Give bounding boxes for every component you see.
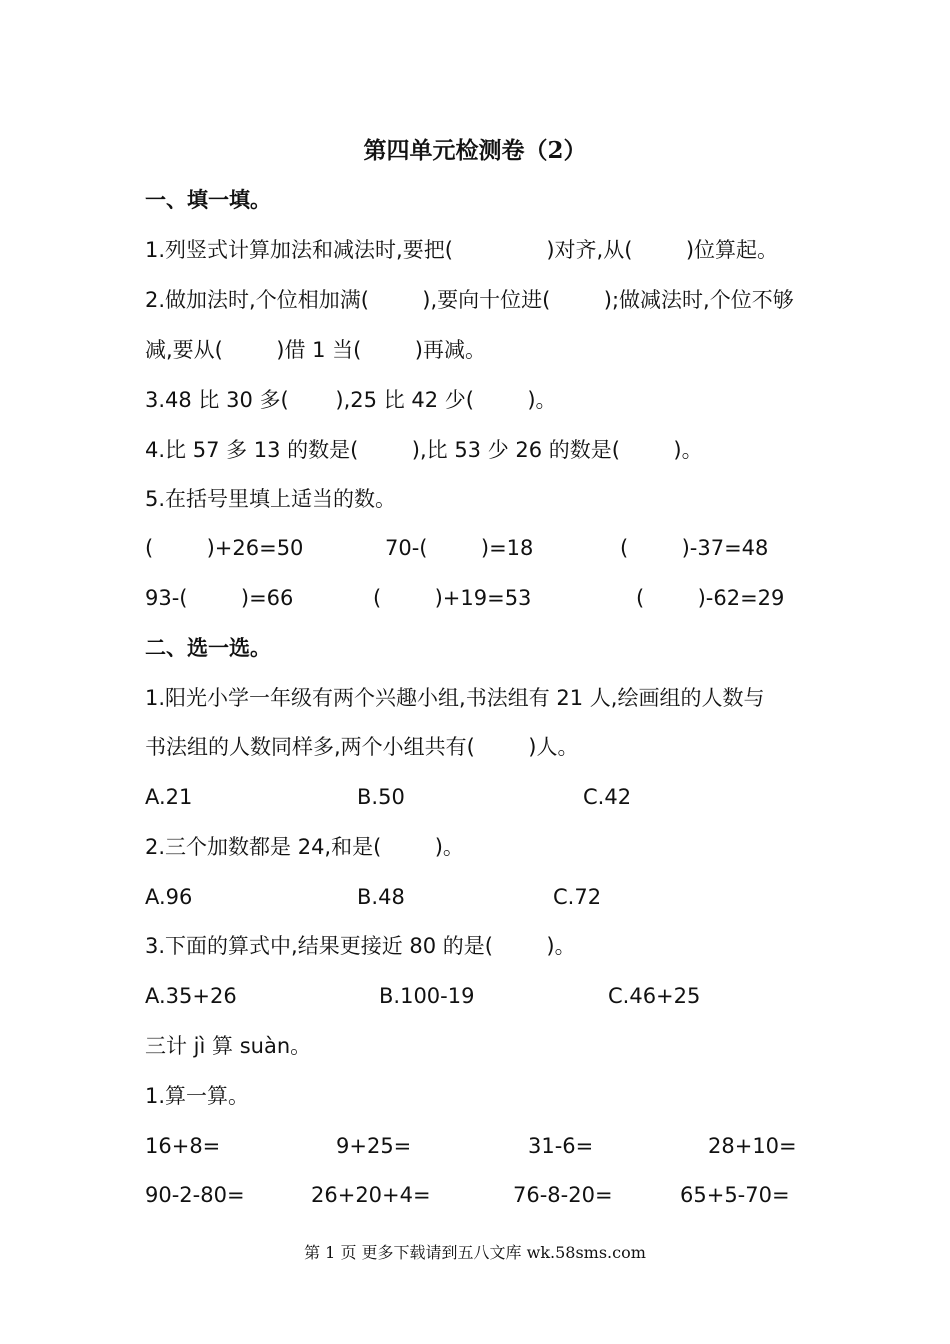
question-1-2-line2: 减,要从( )借 1 当( )再减。	[145, 338, 486, 362]
fill-equation: 93-( )=66	[145, 586, 294, 610]
page-footer: 第 1 页 更多下载请到五八文库 wk.58sms.com	[304, 1243, 646, 1262]
option-b: B.50	[357, 785, 405, 809]
question-1-4: 4.比 57 多 13 的数是( ),比 53 少 26 的数是( )。	[145, 438, 703, 462]
option-c: C.72	[553, 885, 602, 909]
fill-equation: ( )+26=50	[145, 536, 304, 560]
calc-item: 28+10=	[708, 1134, 797, 1158]
section-1-heading: 一、填一填。	[145, 187, 271, 212]
calc-item: 9+25=	[336, 1134, 412, 1158]
option-a: A.35+26	[145, 984, 237, 1008]
calc-item: 90-2-80=	[145, 1183, 245, 1207]
question-1-3: 3.48 比 30 多( ),25 比 42 少( )。	[145, 388, 557, 412]
question-2-1-line1: 1.阳光小学一年级有两个兴趣小组,书法组有 21 人,绘画组的人数与	[145, 686, 765, 710]
calc-item: 26+20+4=	[311, 1183, 431, 1207]
fill-equation: ( )-62=29	[636, 586, 785, 610]
question-1-5: 5.在括号里填上适当的数。	[145, 487, 397, 511]
question-3-1: 1.算一算。	[145, 1084, 250, 1108]
page-title: 第四单元检测卷（2）	[363, 137, 587, 164]
question-1-1: 1.列竖式计算加法和减法时,要把( )对齐,从( )位算起。	[145, 238, 779, 262]
question-1-2-line1: 2.做加法时,个位相加满( ),要向十位进( );做减法时,个位不够	[145, 288, 794, 312]
question-2-3: 3.下面的算式中,结果更接近 80 的是( )。	[145, 934, 576, 958]
fill-equation: ( )+19=53	[373, 586, 532, 610]
fill-equation: ( )-37=48	[620, 536, 769, 560]
option-b: B.100-19	[379, 984, 475, 1008]
option-b: B.48	[357, 885, 405, 909]
fill-equation: 70-( )=18	[385, 536, 534, 560]
question-2-2: 2.三个加数都是 24,和是( )。	[145, 835, 464, 859]
option-c: C.42	[583, 785, 632, 809]
calc-item: 16+8=	[145, 1134, 221, 1158]
section-3-heading: 三计 jì 算 suàn。	[145, 1034, 312, 1058]
calc-item: 76-8-20=	[513, 1183, 613, 1207]
section-2-heading: 二、选一选。	[145, 635, 271, 660]
option-a: A.21	[145, 785, 193, 809]
option-c: C.46+25	[608, 984, 701, 1008]
calc-item: 65+5-70=	[680, 1183, 790, 1207]
option-a: A.96	[145, 885, 193, 909]
calc-item: 31-6=	[528, 1134, 594, 1158]
question-2-1-line2: 书法组的人数同样多,两个小组共有( )人。	[145, 735, 579, 759]
